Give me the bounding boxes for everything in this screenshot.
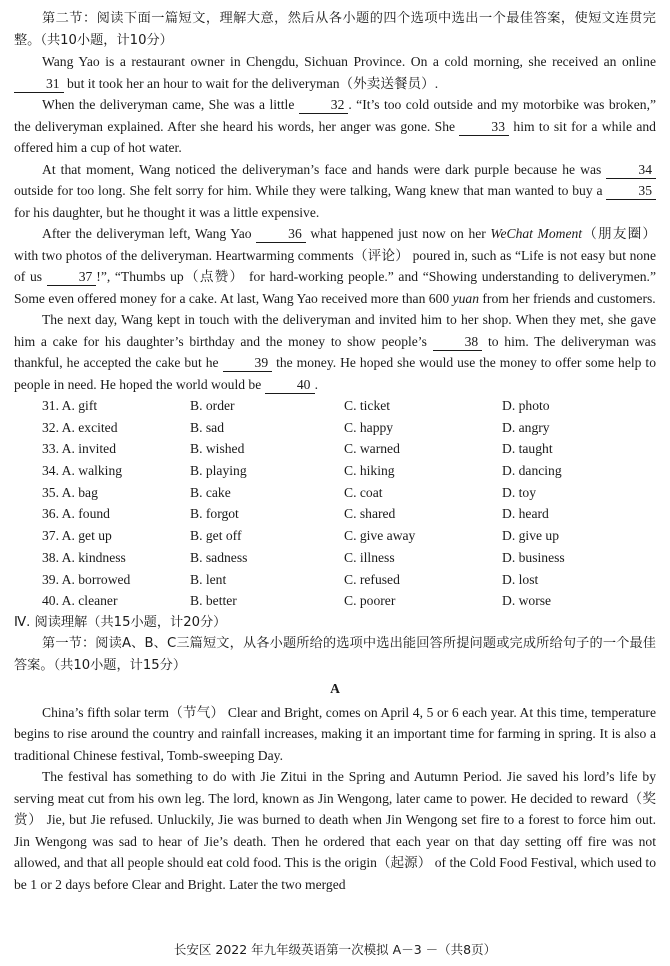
passage-text: When the deliveryman came, She was a little (42, 97, 299, 112)
option-36-a: 36. A. found (42, 506, 110, 522)
option-39-b: B. lent (190, 571, 227, 587)
passage-text: At that moment, Wang noticed the deliveryman’s face and hands were dark purple because he was (42, 161, 607, 177)
option-37-b: B. get off (190, 528, 242, 544)
passage-text: him to sit for a while and offered him a cup of hot water. (14, 118, 656, 155)
option-34-c: C. hiking (344, 463, 395, 479)
passage-paragraph-2 (14, 94, 656, 159)
option-33-d: D. taught (502, 441, 553, 457)
section2-instructions: 第二节：阅读下面一篇短文，理解大意，然后从各小题的四个选项中选出一个最佳答案，使短文连贯完整。（共10小题，计10分） (14, 11, 656, 48)
option-33-c: C. warned (344, 441, 400, 457)
blank-33: 33 (459, 118, 509, 136)
part4-instructions: 第一节：阅读A、B、C三篇短文，从各小题所给的选项中选出能回答所提问题或完成所给句子的一个最佳答案。（共10小题，计15分） (14, 636, 656, 673)
option-row-36 (42, 503, 656, 525)
option-34-d: D. dancing (502, 463, 562, 479)
passage-text: the money. He hoped she would use the money to offer some help to people in need. He hoped the world would be (14, 355, 656, 392)
part4-title: Ⅳ. 阅读理解（共15小题，计20分） (14, 614, 227, 630)
page-footer: 长安区 2022 年九年级英语第一次模拟 A－3 －（共8页） (173, 941, 497, 957)
option-row-35 (42, 482, 656, 504)
passage-text: Wang Yao is a restaurant owner in Chengdu, Sichuan Province. On a cold morning, she received an online (42, 54, 656, 69)
option-row-37 (42, 525, 656, 547)
option-36-c: C. shared (344, 506, 396, 522)
option-row-40 (42, 590, 656, 612)
passage-text: The next day, Wang kept in touch with the deliveryman and invited him to her shop. When they met, she gave him a cake for his daughter’s birthday and the money to show people’s (14, 312, 656, 349)
option-32-a: 32. A. excited (42, 419, 118, 435)
option-38-d: D. business (502, 549, 565, 565)
option-33-a: 33. A. invited (42, 441, 117, 457)
passage-text: . “It’s too cold outside and my motorbike was broken,” the deliveryman explained. After she heard his words, her anger was gone. She (14, 97, 657, 134)
option-40-b: B. better (190, 593, 237, 609)
option-36-b: B. forgot (190, 506, 239, 522)
blank-34: 34 (606, 161, 656, 179)
option-35-d: D. toy (502, 484, 536, 500)
option-31-c: C. ticket (344, 398, 391, 413)
wechat-moment-text: WeChat Moment (490, 226, 583, 241)
option-row-31 (42, 395, 656, 417)
option-row-39 (42, 569, 656, 591)
option-34-b: B. playing (190, 463, 247, 479)
blank-32: 32 (299, 96, 349, 114)
option-34-a: 34. A. walking (42, 463, 123, 479)
option-40-d: D. worse (502, 593, 552, 609)
option-31-d: D. photo (502, 398, 550, 413)
option-37-c: C. give away (344, 528, 416, 544)
passage-paragraph-1 (14, 51, 656, 94)
option-row-32 (42, 417, 656, 439)
option-36-d: D. heard (502, 506, 549, 522)
option-38-c: C. illness (344, 549, 395, 565)
option-33-b: B. wished (190, 441, 245, 457)
option-32-d: D. angry (502, 419, 550, 435)
yuan-text: yuan (452, 290, 479, 306)
option-39-a: 39. A. borrowed (42, 571, 131, 587)
option-38-b: B. sadness (190, 549, 248, 565)
passage-a-paragraph-2: The festival has something to do with Jie Zitui in the Spring and Autumn Period. Jie saved his lord’s life by serving meat cut from his own leg. The lord, known as Jin Wengong, later came to power. He decided to reward（奖赏） Jie, but Jie refused. Unluckily, Jie was burned to death when Jin Wengong set fire to a forest to force him out. Jin Wengong was sad to hear of Jie’s death. Then he ordered that each year on that day setting off fire was not allowed, and that all people should eat cold food. This is the origin（起源） of the Cold Food Festival, which used to be 1 or 2 days before Clear and Bright. Later the two merged (14, 769, 656, 892)
passage-text: what happened just now on her (305, 226, 491, 241)
answer-options (42, 395, 656, 612)
blank-35: 35 (606, 182, 656, 200)
blank-40: 40 (265, 376, 315, 394)
option-39-d: D. lost (502, 571, 539, 587)
blank-39: 39 (223, 354, 273, 372)
blank-38: 38 (433, 333, 483, 351)
option-row-34 (42, 460, 656, 482)
passage-paragraph-5 (14, 309, 656, 395)
option-31-a: 31. A. gift (42, 398, 98, 413)
passage-a-paragraph-1: China’s fifth solar term（节气） Clear and Bright, comes on April 4, 5 or 6 each year. At this time, temperature begins to rise around the country and rainfall increases, making it an important time for farming in spring. It is also a traditional Chinese festival, Tomb-sweeping Day. (14, 704, 656, 763)
passage-text: . (314, 376, 319, 392)
option-35-c: C. coat (344, 484, 383, 500)
option-39-c: C. refused (344, 571, 400, 587)
cloze-passage (14, 51, 656, 395)
passage-text: from her friends and customers. (479, 290, 656, 306)
passage-text: for his daughter, but he thought it was a little expensive. (14, 204, 320, 220)
passage-paragraph-3 (14, 159, 656, 224)
option-row-38 (42, 547, 656, 569)
option-38-a: 38. A. kindness (42, 549, 126, 565)
option-40-c: C. poorer (344, 593, 396, 609)
option-40-a: 40. A. cleaner (42, 593, 118, 609)
option-37-d: D. give up (502, 528, 560, 544)
blank-37: 37 (47, 268, 97, 286)
option-37-a: 37. A. get up (42, 528, 112, 544)
passage-paragraph-4 (14, 223, 656, 309)
passage-text: !”, “Thumbs up（点赞） for hard-working people.” and “Showing understanding to deliverymen.” Some even offered money for a cake. At last, Wang Yao received more than 600 (14, 269, 656, 306)
option-32-c: C. happy (344, 419, 394, 435)
blank-36: 36 (256, 225, 306, 243)
passage-text: to him. The deliveryman was thankful, he accepted the cake but he (14, 333, 656, 370)
passage-text: After the deliveryman left, Wang Yao (42, 226, 257, 241)
passage-text: （朋友圈） with two photos of the deliveryman. Heartwarming comments（评论） poured in, such as “Life is not easy but none of us (14, 226, 656, 284)
option-32-b: B. sad (190, 419, 224, 435)
blank-31: 31 (14, 75, 64, 93)
passage-text: outside for too long. She felt sorry for him. While they were talking, Wang knew that man wanted to buy a (14, 183, 607, 198)
passage-a-label: A (330, 681, 340, 697)
option-35-a: 35. A. bag (42, 484, 98, 500)
option-row-33 (42, 438, 656, 460)
option-35-b: B. cake (190, 484, 231, 500)
passage-text: but it took her an hour to wait for the deliveryman（外卖送餐员）. (63, 75, 439, 91)
option-31-b: B. order (190, 398, 235, 413)
